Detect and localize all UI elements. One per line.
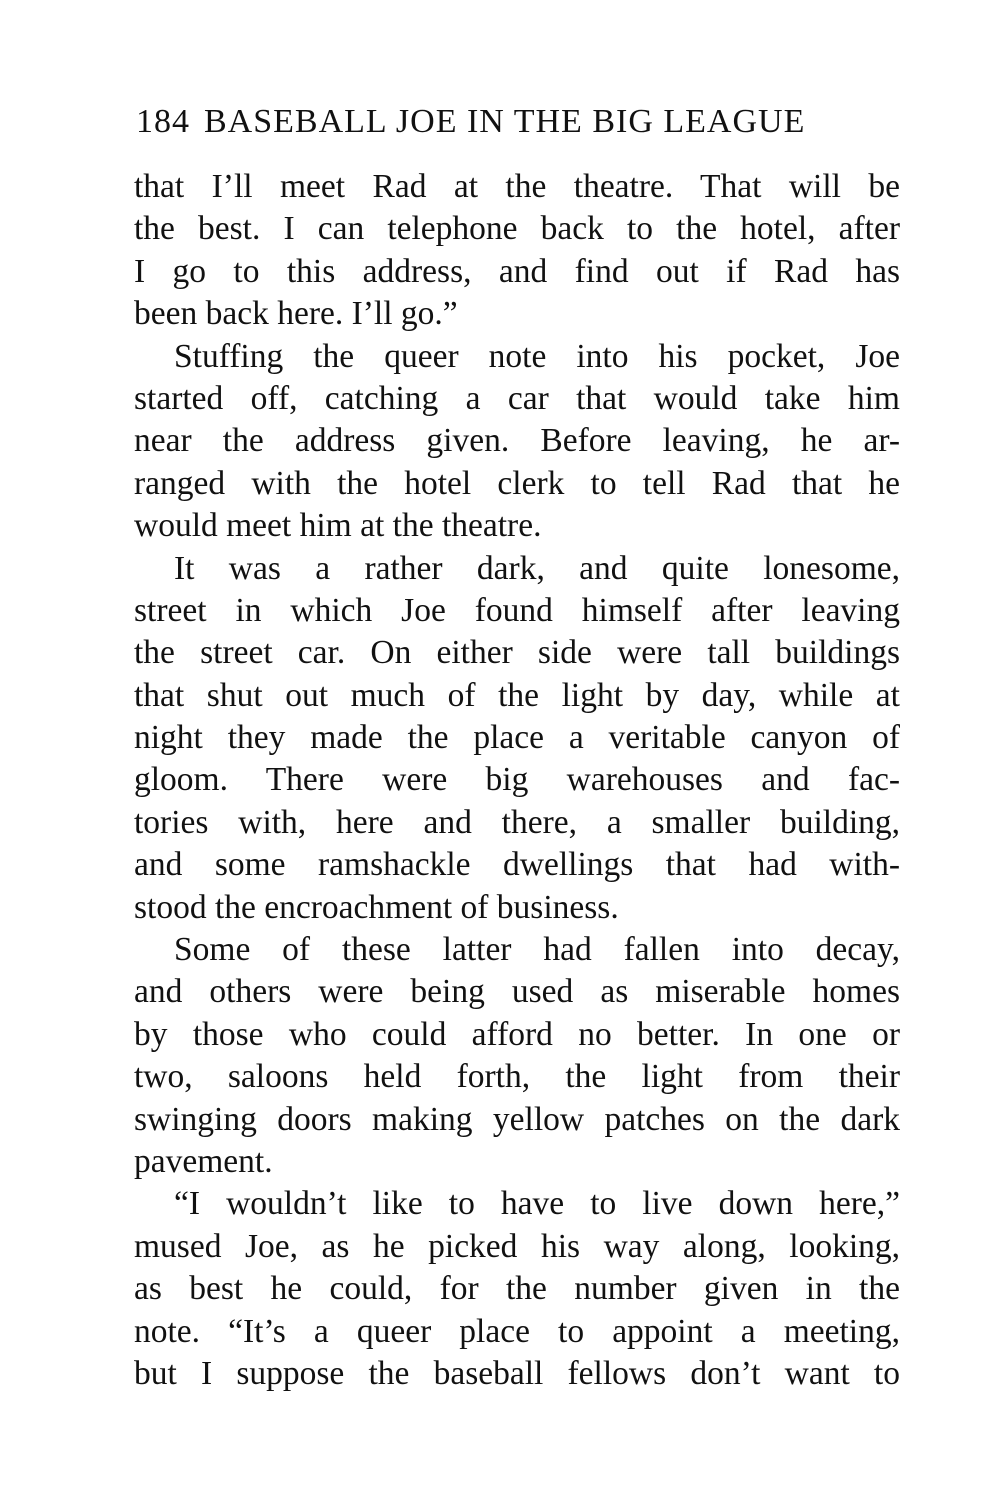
text-line: Some of these latter had fallen into decay,	[174, 931, 900, 969]
text-line: mused Joe, as he picked his way along, looking,	[134, 1227, 900, 1265]
text-line: that I’ll meet Rad at the theatre. That will be	[134, 168, 900, 205]
text-line: swinging doors making yellow patches on the dark	[134, 1100, 900, 1138]
text-line: as best he could, for the number given in the	[134, 1270, 900, 1308]
text-line: street in which Joe found himself after leaving	[134, 591, 900, 629]
text-line: “I wouldn’t like to have to live down here,”	[174, 1185, 900, 1223]
text-line: but I suppose the baseball fellows don’t want to	[134, 1354, 900, 1392]
paragraph	[134, 548, 900, 930]
page-number: 184	[136, 103, 190, 140]
text-line: stood the encroachment of business.	[134, 888, 619, 926]
text-line: gloom. There were big warehouses and fac-	[134, 761, 900, 799]
paragraph	[134, 336, 900, 548]
running-head	[136, 100, 912, 144]
text-line: that shut out much of the light by day, while at	[134, 676, 900, 714]
text-line: been back here. I’ll go.”	[134, 295, 458, 333]
text-line: and others were being used as miserable homes	[134, 973, 900, 1011]
text-line: tories with, here and there, a smaller building,	[134, 803, 900, 841]
text-line: the best. I can telephone back to the hotel, after	[134, 210, 900, 248]
paragraph	[134, 1183, 900, 1395]
text-line: and some ramshackle dwellings that had with-	[134, 846, 900, 884]
text-line: I go to this address, and find out if Rad has	[134, 252, 900, 290]
text-line: near the address given. Before leaving, he ar-	[134, 422, 900, 460]
running-title: BASEBALL JOE IN THE BIG LEAGUE	[204, 103, 806, 140]
text-line: ranged with the hotel clerk to tell Rad that he	[134, 464, 900, 502]
text-line: note. “It’s a queer place to appoint a meeting,	[134, 1312, 900, 1350]
text-line: would meet him at the theatre.	[134, 507, 542, 545]
text-line: Stuffing the queer note into his pocket, Joe	[174, 337, 900, 375]
text-line: by those who could afford no better. In one or	[134, 1015, 900, 1053]
text-line: the street car. On either side were tall buildings	[134, 634, 900, 672]
text-line: It was a rather dark, and quite lonesome,	[174, 549, 900, 587]
body-text	[134, 166, 900, 1395]
text-line: pavement.	[134, 1142, 273, 1180]
text-line: started off, catching a car that would take him	[134, 379, 900, 417]
text-line: night they made the place a veritable canyon of	[134, 719, 900, 757]
paragraph	[134, 166, 900, 336]
text-line: two, saloons held forth, the light from their	[134, 1058, 900, 1096]
paragraph	[134, 929, 900, 1183]
